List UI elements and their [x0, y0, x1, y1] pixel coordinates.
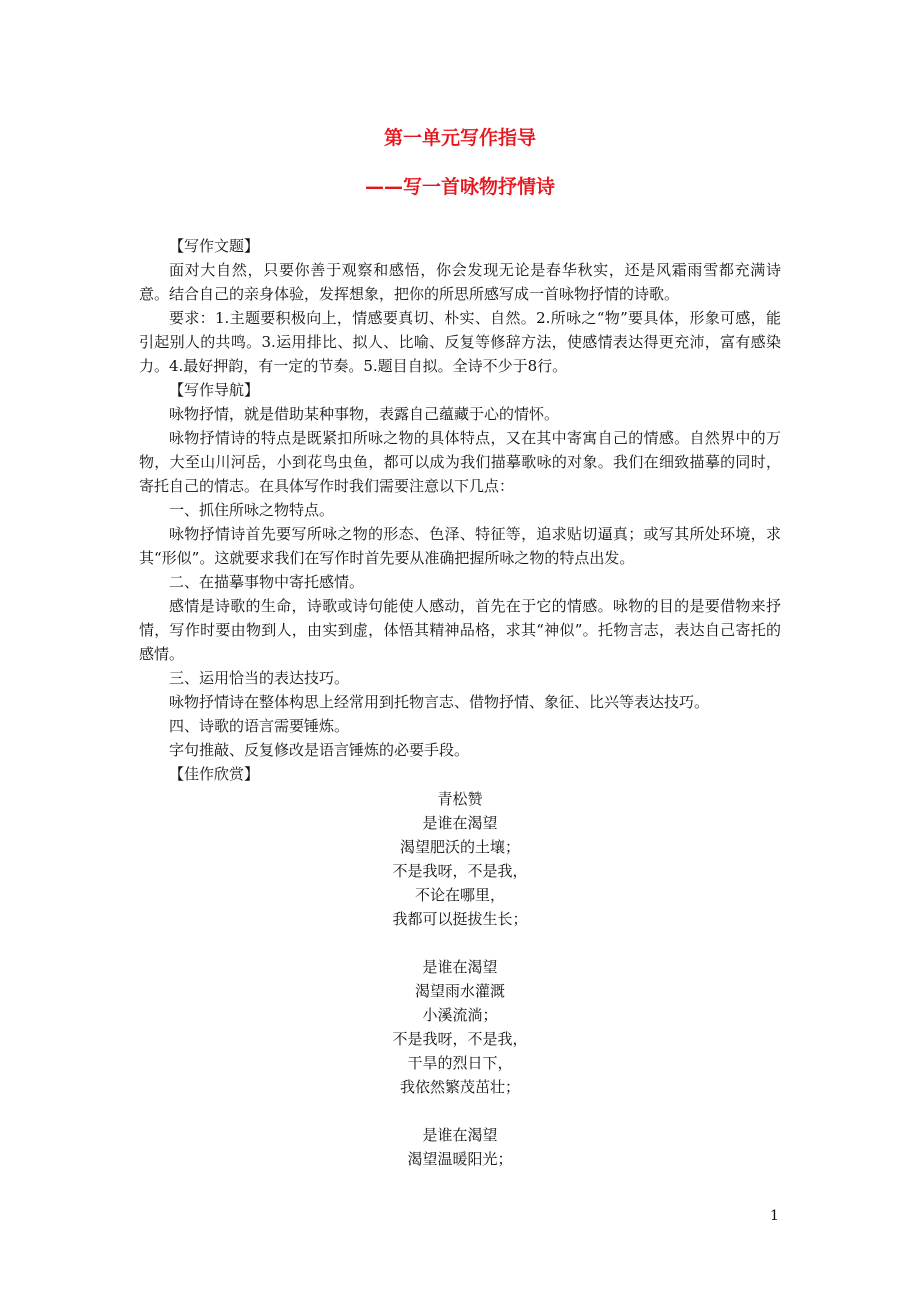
poem-line: 小溪流淌； — [422, 1006, 498, 1024]
point-heading: 三、运用恰当的表达技巧。 — [169, 669, 350, 687]
poem-title: 青松赞 — [437, 790, 483, 808]
poem-line: 渴望温暖阳光； — [407, 1150, 513, 1168]
poem-line: 不论在哪里， — [414, 886, 505, 904]
poem-line: 我依然繁茂茁壮； — [399, 1078, 520, 1096]
point-heading: 四、诗歌的语言需要锤炼。 — [169, 717, 350, 735]
body-text — [139, 234, 781, 786]
section-heading-guide: 【写作导航】 — [169, 381, 260, 399]
section-heading-topic: 【写作文题】 — [169, 237, 260, 255]
poem-line: 是谁在渴望 — [422, 958, 498, 976]
sample-poem — [0, 787, 920, 1171]
paragraph: 要求：1.主题要积极向上，情感要真切、朴实、自然。2.所咏之“物”要具体，形象可感，能引起别人的共鸣。3.运用排比、拟人、比喻、反复等修辞方法，使感情表达得更充沛，富有感染力。4.最好押韵，有一定的节奏。5.题目自拟。全诗不少于8行。 — [139, 309, 781, 375]
page-subtitle: ——写一首咏物抒情诗 — [364, 176, 555, 198]
poem-line: 不是我呀，不是我， — [392, 862, 528, 880]
paragraph: 咏物抒情诗首先要写所咏之物的形态、色泽、特征等，追求贴切逼真；或写其所处环境，求其“形似”。这就要求我们在写作时首先要从准确把握所咏之物的特点出发。 — [139, 525, 781, 567]
paragraph: 字句推敲、反复修改是语言锤炼的必要手段。 — [169, 741, 470, 759]
paragraph: 咏物抒情诗在整体构思上经常用到托物言志、借物抒情、象征、比兴等表达技巧。 — [169, 693, 710, 711]
section-heading-sample: 【佳作欣赏】 — [169, 765, 260, 783]
page-number: 1 — [770, 1208, 779, 1224]
poem-line: 渴望雨水灌溉 — [414, 982, 505, 1000]
poem-line: 是谁在渴望 — [422, 814, 498, 832]
paragraph: 咏物抒情，就是借助某种事物，表露自己蕴藏于心的情怀。 — [169, 405, 560, 423]
paragraph: 面对大自然，只要你善于观察和感悟，你会发现无论是春华秋实，还是风霜雨雪都充满诗意。结合自己的亲身体验，发挥想象，把你的所思所感写成一首咏物抒情的诗歌。 — [139, 261, 781, 303]
paragraph: 感情是诗歌的生命，诗歌或诗句能使人感动，首先在于它的情感。咏物的目的是要借物来抒情，写作时要由物到人，由实到虚，体悟其精神品格，求其“神似”。托物言志，表达自己寄托的感情。 — [139, 597, 781, 663]
poem-line: 我都可以挺拔生长； — [392, 910, 528, 928]
point-heading: 二、在描摹事物中寄托感情。 — [169, 573, 365, 591]
paragraph: 咏物抒情诗的特点是既紧扣所咏之物的具体特点，又在其中寄寓自己的情感。自然界中的万物，大至山川河岳，小到花鸟虫鱼，都可以成为我们描摹歌咏的对象。我们在细致描摹的同时，寄托自己的情志。在具体写作时我们需要注意以下几点： — [139, 429, 781, 495]
poem-line: 渴望肥沃的土壤； — [399, 838, 520, 856]
poem-line: 干旱的烈日下， — [407, 1054, 513, 1072]
stanza-break — [0, 1099, 920, 1123]
stanza-break — [0, 931, 920, 955]
poem-line: 是谁在渴望 — [422, 1126, 498, 1144]
point-heading: 一、抓住所咏之物特点。 — [169, 501, 335, 519]
poem-line: 不是我呀，不是我， — [392, 1030, 528, 1048]
page-title: 第一单元写作指导 — [383, 127, 536, 149]
